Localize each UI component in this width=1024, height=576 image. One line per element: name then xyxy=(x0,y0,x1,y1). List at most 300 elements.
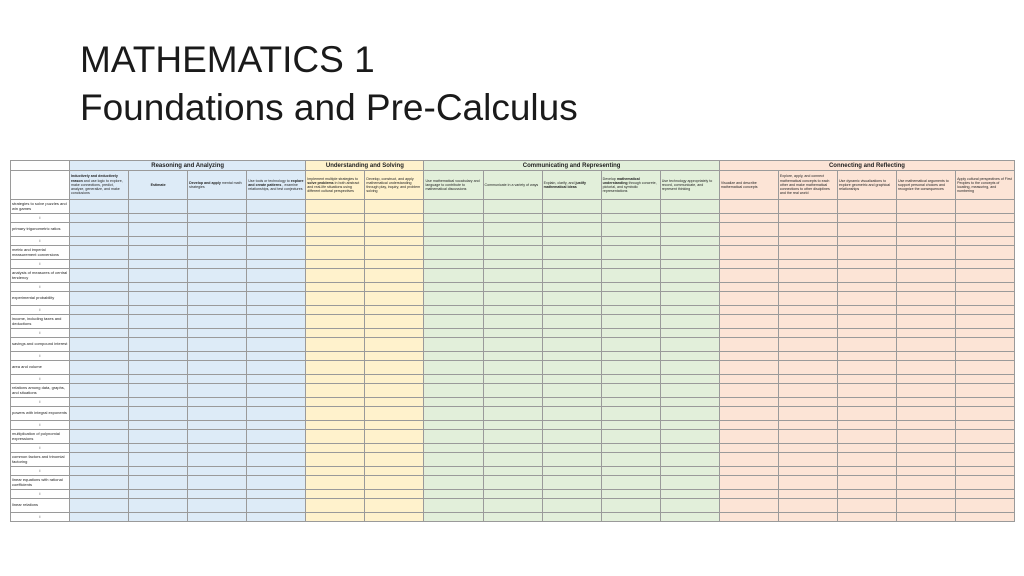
grid-cell[interactable] xyxy=(129,384,188,398)
grid-cell[interactable] xyxy=(306,329,365,338)
grid-cell[interactable] xyxy=(956,338,1015,352)
grid-cell[interactable] xyxy=(660,513,719,522)
grid-cell[interactable] xyxy=(483,315,542,329)
grid-cell[interactable] xyxy=(129,292,188,306)
grid-cell[interactable] xyxy=(70,223,129,237)
grid-cell[interactable] xyxy=(365,467,424,476)
grid-cell[interactable] xyxy=(306,315,365,329)
grid-cell[interactable] xyxy=(542,499,601,513)
grid-cell[interactable] xyxy=(956,467,1015,476)
grid-cell[interactable] xyxy=(719,398,778,407)
grid-cell[interactable] xyxy=(129,200,188,214)
grid-cell[interactable] xyxy=(365,200,424,214)
grid-cell[interactable] xyxy=(306,444,365,453)
grid-cell[interactable] xyxy=(837,398,896,407)
grid-cell[interactable] xyxy=(601,237,660,246)
grid-cell[interactable] xyxy=(719,315,778,329)
grid-cell[interactable] xyxy=(483,338,542,352)
grid-cell[interactable] xyxy=(247,398,306,407)
grid-cell[interactable] xyxy=(601,246,660,260)
grid-cell[interactable] xyxy=(897,200,956,214)
grid-cell[interactable] xyxy=(601,499,660,513)
grid-cell[interactable] xyxy=(365,444,424,453)
grid-cell[interactable] xyxy=(956,269,1015,283)
grid-cell[interactable] xyxy=(188,384,247,398)
grid-cell[interactable] xyxy=(424,246,483,260)
grid-cell[interactable] xyxy=(129,490,188,499)
grid-cell[interactable] xyxy=(424,200,483,214)
grid-cell[interactable] xyxy=(70,306,129,315)
grid-cell[interactable] xyxy=(424,430,483,444)
grid-cell[interactable] xyxy=(365,375,424,384)
grid-cell[interactable] xyxy=(956,223,1015,237)
grid-cell[interactable] xyxy=(306,214,365,223)
grid-cell[interactable] xyxy=(483,246,542,260)
grid-cell[interactable] xyxy=(188,421,247,430)
grid-cell[interactable] xyxy=(188,490,247,499)
grid-cell[interactable] xyxy=(897,407,956,421)
grid-cell[interactable] xyxy=(778,513,837,522)
grid-cell[interactable] xyxy=(897,490,956,499)
grid-cell[interactable] xyxy=(778,237,837,246)
grid-cell[interactable] xyxy=(956,407,1015,421)
grid-cell[interactable] xyxy=(719,513,778,522)
grid-cell[interactable] xyxy=(365,306,424,315)
grid-cell[interactable] xyxy=(365,214,424,223)
grid-cell[interactable] xyxy=(601,467,660,476)
grid-cell[interactable] xyxy=(601,490,660,499)
grid-cell[interactable] xyxy=(660,237,719,246)
grid-cell[interactable] xyxy=(719,430,778,444)
grid-cell[interactable] xyxy=(129,223,188,237)
grid-cell[interactable] xyxy=(956,200,1015,214)
grid-cell[interactable] xyxy=(365,269,424,283)
grid-cell[interactable] xyxy=(601,223,660,237)
grid-cell[interactable] xyxy=(306,237,365,246)
grid-cell[interactable] xyxy=(483,430,542,444)
grid-cell[interactable] xyxy=(601,283,660,292)
grid-cell[interactable] xyxy=(956,476,1015,490)
grid-cell[interactable] xyxy=(897,260,956,269)
grid-cell[interactable] xyxy=(897,329,956,338)
grid-cell[interactable] xyxy=(70,375,129,384)
grid-cell[interactable] xyxy=(188,214,247,223)
grid-cell[interactable] xyxy=(247,444,306,453)
grid-cell[interactable] xyxy=(365,361,424,375)
grid-cell[interactable] xyxy=(483,352,542,361)
grid-cell[interactable] xyxy=(837,283,896,292)
grid-cell[interactable] xyxy=(483,467,542,476)
grid-cell[interactable] xyxy=(188,513,247,522)
grid-cell[interactable] xyxy=(601,315,660,329)
grid-cell[interactable] xyxy=(129,499,188,513)
grid-cell[interactable] xyxy=(247,200,306,214)
grid-cell[interactable] xyxy=(660,476,719,490)
grid-cell[interactable] xyxy=(424,384,483,398)
grid-cell[interactable] xyxy=(837,430,896,444)
grid-cell[interactable] xyxy=(837,513,896,522)
grid-cell[interactable] xyxy=(70,200,129,214)
grid-cell[interactable] xyxy=(483,407,542,421)
grid-cell[interactable] xyxy=(188,407,247,421)
grid-cell[interactable] xyxy=(719,269,778,283)
grid-cell[interactable] xyxy=(897,361,956,375)
grid-cell[interactable] xyxy=(719,329,778,338)
grid-cell[interactable] xyxy=(660,223,719,237)
grid-cell[interactable] xyxy=(778,375,837,384)
grid-cell[interactable] xyxy=(601,421,660,430)
grid-cell[interactable] xyxy=(247,315,306,329)
grid-cell[interactable] xyxy=(424,421,483,430)
grid-cell[interactable] xyxy=(247,329,306,338)
grid-cell[interactable] xyxy=(837,338,896,352)
grid-cell[interactable] xyxy=(542,269,601,283)
grid-cell[interactable] xyxy=(660,269,719,283)
grid-cell[interactable] xyxy=(778,329,837,338)
grid-cell[interactable] xyxy=(719,499,778,513)
grid-cell[interactable] xyxy=(837,421,896,430)
grid-cell[interactable] xyxy=(719,260,778,269)
grid-cell[interactable] xyxy=(897,352,956,361)
grid-cell[interactable] xyxy=(129,306,188,315)
grid-cell[interactable] xyxy=(660,214,719,223)
grid-cell[interactable] xyxy=(483,453,542,467)
grid-cell[interactable] xyxy=(837,237,896,246)
grid-cell[interactable] xyxy=(70,430,129,444)
grid-cell[interactable] xyxy=(188,237,247,246)
grid-cell[interactable] xyxy=(483,490,542,499)
grid-cell[interactable] xyxy=(660,352,719,361)
grid-cell[interactable] xyxy=(956,361,1015,375)
grid-cell[interactable] xyxy=(837,407,896,421)
grid-cell[interactable] xyxy=(188,269,247,283)
grid-cell[interactable] xyxy=(897,444,956,453)
grid-cell[interactable] xyxy=(424,352,483,361)
grid-cell[interactable] xyxy=(306,513,365,522)
grid-cell[interactable] xyxy=(188,476,247,490)
grid-cell[interactable] xyxy=(247,361,306,375)
grid-cell[interactable] xyxy=(719,384,778,398)
grid-cell[interactable] xyxy=(837,384,896,398)
grid-cell[interactable] xyxy=(424,398,483,407)
grid-cell[interactable] xyxy=(188,430,247,444)
grid-cell[interactable] xyxy=(837,329,896,338)
grid-cell[interactable] xyxy=(129,453,188,467)
grid-cell[interactable] xyxy=(778,421,837,430)
grid-cell[interactable] xyxy=(365,292,424,306)
grid-cell[interactable] xyxy=(129,444,188,453)
grid-cell[interactable] xyxy=(542,214,601,223)
grid-cell[interactable] xyxy=(483,499,542,513)
grid-cell[interactable] xyxy=(542,223,601,237)
grid-cell[interactable] xyxy=(306,306,365,315)
grid-cell[interactable] xyxy=(956,513,1015,522)
grid-cell[interactable] xyxy=(424,237,483,246)
grid-cell[interactable] xyxy=(365,260,424,269)
grid-cell[interactable] xyxy=(365,499,424,513)
grid-cell[interactable] xyxy=(542,338,601,352)
grid-cell[interactable] xyxy=(542,513,601,522)
grid-cell[interactable] xyxy=(837,292,896,306)
grid-cell[interactable] xyxy=(956,421,1015,430)
grid-cell[interactable] xyxy=(188,306,247,315)
grid-cell[interactable] xyxy=(188,352,247,361)
grid-cell[interactable] xyxy=(660,444,719,453)
grid-cell[interactable] xyxy=(70,407,129,421)
grid-cell[interactable] xyxy=(70,421,129,430)
grid-cell[interactable] xyxy=(483,200,542,214)
grid-cell[interactable] xyxy=(719,444,778,453)
grid-cell[interactable] xyxy=(306,421,365,430)
grid-cell[interactable] xyxy=(956,384,1015,398)
grid-cell[interactable] xyxy=(778,200,837,214)
grid-cell[interactable] xyxy=(424,214,483,223)
grid-cell[interactable] xyxy=(601,338,660,352)
grid-cell[interactable] xyxy=(306,246,365,260)
grid-cell[interactable] xyxy=(365,453,424,467)
grid-cell[interactable] xyxy=(837,476,896,490)
grid-cell[interactable] xyxy=(129,283,188,292)
grid-cell[interactable] xyxy=(778,283,837,292)
grid-cell[interactable] xyxy=(778,246,837,260)
grid-cell[interactable] xyxy=(424,269,483,283)
grid-cell[interactable] xyxy=(897,292,956,306)
grid-cell[interactable] xyxy=(424,361,483,375)
grid-cell[interactable] xyxy=(601,269,660,283)
grid-cell[interactable] xyxy=(129,476,188,490)
grid-cell[interactable] xyxy=(424,467,483,476)
grid-cell[interactable] xyxy=(719,292,778,306)
grid-cell[interactable] xyxy=(483,444,542,453)
grid-cell[interactable] xyxy=(483,361,542,375)
grid-cell[interactable] xyxy=(365,476,424,490)
grid-cell[interactable] xyxy=(897,467,956,476)
grid-cell[interactable] xyxy=(424,476,483,490)
grid-cell[interactable] xyxy=(956,430,1015,444)
grid-cell[interactable] xyxy=(778,499,837,513)
grid-cell[interactable] xyxy=(542,237,601,246)
grid-cell[interactable] xyxy=(129,375,188,384)
grid-cell[interactable] xyxy=(424,283,483,292)
grid-cell[interactable] xyxy=(601,214,660,223)
grid-cell[interactable] xyxy=(601,306,660,315)
grid-cell[interactable] xyxy=(956,246,1015,260)
grid-cell[interactable] xyxy=(837,260,896,269)
grid-cell[interactable] xyxy=(247,306,306,315)
grid-cell[interactable] xyxy=(542,421,601,430)
grid-cell[interactable] xyxy=(188,315,247,329)
grid-cell[interactable] xyxy=(188,260,247,269)
grid-cell[interactable] xyxy=(70,329,129,338)
grid-cell[interactable] xyxy=(306,338,365,352)
grid-cell[interactable] xyxy=(483,513,542,522)
grid-cell[interactable] xyxy=(247,467,306,476)
grid-cell[interactable] xyxy=(601,260,660,269)
grid-cell[interactable] xyxy=(70,476,129,490)
grid-cell[interactable] xyxy=(956,398,1015,407)
grid-cell[interactable] xyxy=(365,283,424,292)
grid-cell[interactable] xyxy=(897,421,956,430)
grid-cell[interactable] xyxy=(306,430,365,444)
grid-cell[interactable] xyxy=(601,430,660,444)
grid-cell[interactable] xyxy=(719,467,778,476)
grid-cell[interactable] xyxy=(70,237,129,246)
grid-cell[interactable] xyxy=(306,467,365,476)
grid-cell[interactable] xyxy=(837,223,896,237)
grid-cell[interactable] xyxy=(660,490,719,499)
grid-cell[interactable] xyxy=(424,260,483,269)
grid-cell[interactable] xyxy=(897,476,956,490)
grid-cell[interactable] xyxy=(542,329,601,338)
grid-cell[interactable] xyxy=(601,352,660,361)
grid-cell[interactable] xyxy=(483,306,542,315)
grid-cell[interactable] xyxy=(188,200,247,214)
grid-cell[interactable] xyxy=(247,430,306,444)
grid-cell[interactable] xyxy=(719,407,778,421)
grid-cell[interactable] xyxy=(188,361,247,375)
grid-cell[interactable] xyxy=(956,453,1015,467)
grid-cell[interactable] xyxy=(542,283,601,292)
grid-cell[interactable] xyxy=(306,384,365,398)
grid-cell[interactable] xyxy=(778,223,837,237)
grid-cell[interactable] xyxy=(542,246,601,260)
grid-cell[interactable] xyxy=(483,421,542,430)
grid-cell[interactable] xyxy=(897,315,956,329)
grid-cell[interactable] xyxy=(897,384,956,398)
grid-cell[interactable] xyxy=(719,237,778,246)
grid-cell[interactable] xyxy=(365,421,424,430)
grid-cell[interactable] xyxy=(424,499,483,513)
grid-cell[interactable] xyxy=(365,352,424,361)
grid-cell[interactable] xyxy=(424,315,483,329)
grid-cell[interactable] xyxy=(247,490,306,499)
grid-cell[interactable] xyxy=(956,283,1015,292)
grid-cell[interactable] xyxy=(306,375,365,384)
grid-cell[interactable] xyxy=(897,214,956,223)
grid-cell[interactable] xyxy=(247,214,306,223)
grid-cell[interactable] xyxy=(483,269,542,283)
grid-cell[interactable] xyxy=(129,214,188,223)
grid-cell[interactable] xyxy=(542,292,601,306)
grid-cell[interactable] xyxy=(719,283,778,292)
grid-cell[interactable] xyxy=(424,338,483,352)
grid-cell[interactable] xyxy=(601,407,660,421)
grid-cell[interactable] xyxy=(365,223,424,237)
grid-cell[interactable] xyxy=(719,214,778,223)
grid-cell[interactable] xyxy=(897,513,956,522)
grid-cell[interactable] xyxy=(129,352,188,361)
grid-cell[interactable] xyxy=(483,223,542,237)
grid-cell[interactable] xyxy=(424,513,483,522)
grid-cell[interactable] xyxy=(778,430,837,444)
grid-cell[interactable] xyxy=(247,453,306,467)
grid-cell[interactable] xyxy=(70,467,129,476)
grid-cell[interactable] xyxy=(660,421,719,430)
grid-cell[interactable] xyxy=(188,398,247,407)
grid-cell[interactable] xyxy=(188,467,247,476)
grid-cell[interactable] xyxy=(188,246,247,260)
grid-cell[interactable] xyxy=(424,329,483,338)
grid-cell[interactable] xyxy=(70,513,129,522)
grid-cell[interactable] xyxy=(897,269,956,283)
grid-cell[interactable] xyxy=(306,361,365,375)
grid-cell[interactable] xyxy=(660,315,719,329)
grid-cell[interactable] xyxy=(897,246,956,260)
grid-cell[interactable] xyxy=(542,490,601,499)
grid-cell[interactable] xyxy=(247,421,306,430)
grid-cell[interactable] xyxy=(778,407,837,421)
grid-cell[interactable] xyxy=(837,269,896,283)
grid-cell[interactable] xyxy=(247,292,306,306)
grid-cell[interactable] xyxy=(778,476,837,490)
grid-cell[interactable] xyxy=(660,283,719,292)
grid-cell[interactable] xyxy=(365,430,424,444)
grid-cell[interactable] xyxy=(542,260,601,269)
grid-cell[interactable] xyxy=(70,398,129,407)
grid-cell[interactable] xyxy=(778,467,837,476)
grid-cell[interactable] xyxy=(837,499,896,513)
grid-cell[interactable] xyxy=(129,407,188,421)
grid-cell[interactable] xyxy=(660,338,719,352)
grid-cell[interactable] xyxy=(660,375,719,384)
grid-cell[interactable] xyxy=(70,246,129,260)
grid-cell[interactable] xyxy=(542,476,601,490)
grid-cell[interactable] xyxy=(483,476,542,490)
grid-cell[interactable] xyxy=(601,513,660,522)
grid-cell[interactable] xyxy=(719,421,778,430)
grid-cell[interactable] xyxy=(70,292,129,306)
grid-cell[interactable] xyxy=(660,329,719,338)
grid-cell[interactable] xyxy=(247,499,306,513)
grid-cell[interactable] xyxy=(247,375,306,384)
grid-cell[interactable] xyxy=(70,444,129,453)
grid-cell[interactable] xyxy=(306,292,365,306)
grid-cell[interactable] xyxy=(660,453,719,467)
grid-cell[interactable] xyxy=(306,453,365,467)
grid-cell[interactable] xyxy=(424,453,483,467)
grid-cell[interactable] xyxy=(483,214,542,223)
grid-cell[interactable] xyxy=(837,200,896,214)
grid-cell[interactable] xyxy=(956,292,1015,306)
grid-cell[interactable] xyxy=(542,398,601,407)
grid-cell[interactable] xyxy=(719,223,778,237)
grid-cell[interactable] xyxy=(188,338,247,352)
grid-cell[interactable] xyxy=(424,490,483,499)
grid-cell[interactable] xyxy=(542,375,601,384)
grid-cell[interactable] xyxy=(601,375,660,384)
grid-cell[interactable] xyxy=(306,223,365,237)
grid-cell[interactable] xyxy=(483,375,542,384)
grid-cell[interactable] xyxy=(306,499,365,513)
grid-cell[interactable] xyxy=(365,246,424,260)
grid-cell[interactable] xyxy=(956,375,1015,384)
grid-cell[interactable] xyxy=(719,375,778,384)
grid-cell[interactable] xyxy=(247,260,306,269)
grid-cell[interactable] xyxy=(129,315,188,329)
grid-cell[interactable] xyxy=(601,453,660,467)
grid-cell[interactable] xyxy=(365,398,424,407)
grid-cell[interactable] xyxy=(188,453,247,467)
grid-cell[interactable] xyxy=(70,338,129,352)
grid-cell[interactable] xyxy=(542,407,601,421)
grid-cell[interactable] xyxy=(424,292,483,306)
grid-cell[interactable] xyxy=(70,490,129,499)
grid-cell[interactable] xyxy=(719,453,778,467)
grid-cell[interactable] xyxy=(70,283,129,292)
grid-cell[interactable] xyxy=(660,384,719,398)
grid-cell[interactable] xyxy=(778,398,837,407)
grid-cell[interactable] xyxy=(247,223,306,237)
